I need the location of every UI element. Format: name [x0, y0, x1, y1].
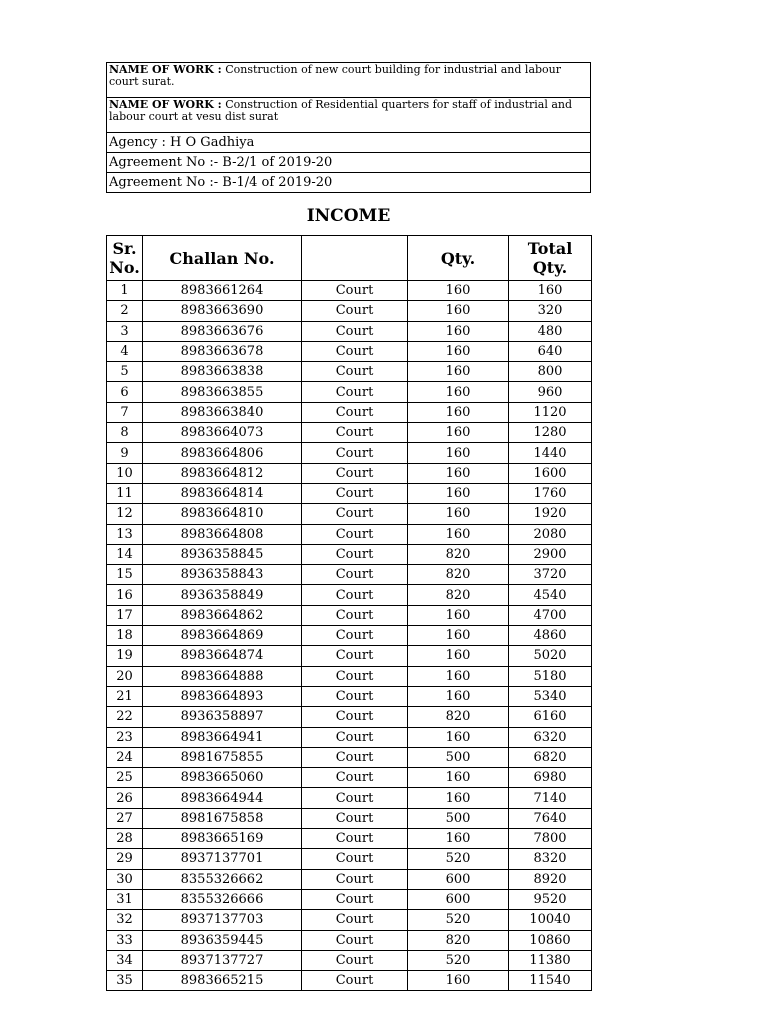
table-row — [107, 950, 592, 970]
sr-no-cell: 34 — [107, 950, 143, 970]
table-row — [107, 707, 592, 727]
total-qty-cell: 800 — [509, 362, 592, 382]
sr-no-cell: 21 — [107, 686, 143, 706]
sr-no-cell: 11 — [107, 483, 143, 503]
table-row — [107, 626, 592, 646]
type-cell: Court — [302, 666, 408, 686]
total-qty-cell: 6820 — [509, 747, 592, 767]
table-row — [107, 849, 592, 869]
table-header-row — [107, 236, 592, 281]
work-2-label: NAME OF WORK : — [109, 98, 222, 111]
table-row — [107, 362, 592, 382]
challan-no-cell: 8983664874 — [143, 646, 302, 666]
agreement-1: Agreement No :- B-2/1 of 2019-20 — [107, 153, 591, 173]
qty-cell: 520 — [408, 849, 509, 869]
total-qty-cell: 4860 — [509, 626, 592, 646]
total-qty-cell: 6320 — [509, 727, 592, 747]
type-cell: Court — [302, 869, 408, 889]
col-header-challan-no: Challan No. — [143, 236, 302, 281]
table-row — [107, 768, 592, 788]
table-row — [107, 869, 592, 889]
qty-cell: 820 — [408, 707, 509, 727]
total-qty-cell: 1280 — [509, 423, 592, 443]
sr-no-cell: 23 — [107, 727, 143, 747]
agreement-2: Agreement No :- B-1/4 of 2019-20 — [107, 173, 591, 193]
type-cell: Court — [302, 585, 408, 605]
qty-cell: 160 — [408, 666, 509, 686]
section-title: INCOME — [306, 206, 391, 226]
challan-no-cell: 8983664814 — [143, 483, 302, 503]
type-cell: Court — [302, 626, 408, 646]
sr-no-cell: 19 — [107, 646, 143, 666]
type-cell: Court — [302, 808, 408, 828]
col-header-qty: Qty. — [408, 236, 509, 281]
qty-cell: 160 — [408, 727, 509, 747]
challan-no-cell: 8983664944 — [143, 788, 302, 808]
challan-no-cell: 8983663678 — [143, 341, 302, 361]
sr-no-cell: 33 — [107, 930, 143, 950]
total-qty-cell: 9520 — [509, 889, 592, 909]
qty-cell: 160 — [408, 829, 509, 849]
qty-cell: 160 — [408, 402, 509, 422]
type-cell: Court — [302, 321, 408, 341]
sr-no-cell: 12 — [107, 504, 143, 524]
col-header-sr-no: Sr. No. — [107, 236, 143, 281]
table-row — [107, 504, 592, 524]
table-row — [107, 971, 592, 991]
challan-no-cell: 8983664869 — [143, 626, 302, 646]
challan-no-cell: 8355326662 — [143, 869, 302, 889]
qty-cell: 520 — [408, 910, 509, 930]
challan-no-cell: 8937137701 — [143, 849, 302, 869]
challan-no-cell: 8355326666 — [143, 889, 302, 909]
sr-no-cell: 28 — [107, 829, 143, 849]
qty-cell: 600 — [408, 869, 509, 889]
type-cell: Court — [302, 910, 408, 930]
sr-no-cell: 8 — [107, 423, 143, 443]
work-2-cell — [107, 98, 591, 133]
sr-no-cell: 25 — [107, 768, 143, 788]
qty-cell: 820 — [408, 544, 509, 564]
type-cell: Court — [302, 301, 408, 321]
total-qty-cell: 1600 — [509, 463, 592, 483]
total-qty-cell: 5020 — [509, 646, 592, 666]
total-qty-cell: 320 — [509, 301, 592, 321]
sr-no-cell: 20 — [107, 666, 143, 686]
table-row — [107, 727, 592, 747]
qty-cell: 160 — [408, 626, 509, 646]
challan-no-cell: 8936359445 — [143, 930, 302, 950]
table-row — [107, 788, 592, 808]
work-1-label: NAME OF WORK : — [109, 63, 222, 76]
challan-no-cell: 8983663690 — [143, 301, 302, 321]
sr-no-cell: 29 — [107, 849, 143, 869]
sr-no-cell: 30 — [107, 869, 143, 889]
total-qty-cell: 1920 — [509, 504, 592, 524]
work-info-table — [106, 62, 591, 193]
qty-cell: 160 — [408, 362, 509, 382]
table-row — [107, 423, 592, 443]
qty-cell: 160 — [408, 321, 509, 341]
table-row — [107, 341, 592, 361]
total-qty-cell: 8320 — [509, 849, 592, 869]
total-qty-cell: 4700 — [509, 605, 592, 625]
total-qty-cell: 480 — [509, 321, 592, 341]
type-cell: Court — [302, 483, 408, 503]
type-cell: Court — [302, 423, 408, 443]
type-cell: Court — [302, 849, 408, 869]
total-qty-cell: 5340 — [509, 686, 592, 706]
type-cell: Court — [302, 707, 408, 727]
type-cell: Court — [302, 443, 408, 463]
type-cell: Court — [302, 829, 408, 849]
challan-no-cell: 8936358843 — [143, 565, 302, 585]
total-qty-cell: 6980 — [509, 768, 592, 788]
qty-cell: 160 — [408, 971, 509, 991]
total-qty-cell: 2080 — [509, 524, 592, 544]
table-row — [107, 829, 592, 849]
challan-no-cell: 8936358849 — [143, 585, 302, 605]
total-qty-cell: 2900 — [509, 544, 592, 564]
type-cell: Court — [302, 930, 408, 950]
challan-no-cell: 8983665169 — [143, 829, 302, 849]
type-cell: Court — [302, 768, 408, 788]
type-cell: Court — [302, 747, 408, 767]
work-1-cell — [107, 63, 591, 98]
total-qty-cell: 3720 — [509, 565, 592, 585]
challan-no-cell: 8983665215 — [143, 971, 302, 991]
sr-no-cell: 13 — [107, 524, 143, 544]
challan-no-cell: 8983664888 — [143, 666, 302, 686]
type-cell: Court — [302, 362, 408, 382]
type-cell: Court — [302, 971, 408, 991]
qty-cell: 160 — [408, 281, 509, 301]
table-row — [107, 910, 592, 930]
challan-no-cell: 8983664806 — [143, 443, 302, 463]
table-row — [107, 930, 592, 950]
table-row — [107, 321, 592, 341]
table-row — [107, 281, 592, 301]
challan-no-cell: 8983664862 — [143, 605, 302, 625]
sr-no-cell: 6 — [107, 382, 143, 402]
type-cell: Court — [302, 463, 408, 483]
type-cell: Court — [302, 605, 408, 625]
challan-no-cell: 8937137703 — [143, 910, 302, 930]
challan-no-cell: 8983663676 — [143, 321, 302, 341]
sr-no-cell: 27 — [107, 808, 143, 828]
sr-no-cell: 32 — [107, 910, 143, 930]
agency: Agency : H O Gadhiya — [107, 133, 591, 153]
challan-no-cell: 8937137727 — [143, 950, 302, 970]
table-body — [107, 281, 592, 991]
table-row — [107, 585, 592, 605]
sr-no-cell: 15 — [107, 565, 143, 585]
sr-no-cell: 24 — [107, 747, 143, 767]
sr-no-cell: 9 — [107, 443, 143, 463]
type-cell: Court — [302, 504, 408, 524]
total-qty-cell: 1440 — [509, 443, 592, 463]
type-cell: Court — [302, 341, 408, 361]
total-qty-cell: 960 — [509, 382, 592, 402]
table-row — [107, 646, 592, 666]
qty-cell: 160 — [408, 686, 509, 706]
sr-no-cell: 31 — [107, 889, 143, 909]
sr-no-cell: 17 — [107, 605, 143, 625]
table-row — [107, 443, 592, 463]
total-qty-cell: 1760 — [509, 483, 592, 503]
challan-no-cell: 8983663855 — [143, 382, 302, 402]
type-cell: Court — [302, 382, 408, 402]
sr-no-cell: 14 — [107, 544, 143, 564]
total-qty-cell: 4540 — [509, 585, 592, 605]
qty-cell: 160 — [408, 483, 509, 503]
challan-no-cell: 8983665060 — [143, 768, 302, 788]
qty-cell: 160 — [408, 301, 509, 321]
sr-no-cell: 7 — [107, 402, 143, 422]
total-qty-cell: 7800 — [509, 829, 592, 849]
table-row — [107, 382, 592, 402]
table-row — [107, 483, 592, 503]
table-row — [107, 808, 592, 828]
table-row — [107, 524, 592, 544]
total-qty-cell: 10860 — [509, 930, 592, 950]
type-cell: Court — [302, 565, 408, 585]
type-cell: Court — [302, 544, 408, 564]
qty-cell: 160 — [408, 504, 509, 524]
type-cell: Court — [302, 727, 408, 747]
col-header-blank — [302, 236, 408, 281]
challan-no-cell: 8983664810 — [143, 504, 302, 524]
qty-cell: 160 — [408, 788, 509, 808]
challan-no-cell: 8983664812 — [143, 463, 302, 483]
table-row — [107, 463, 592, 483]
table-row — [107, 301, 592, 321]
total-qty-cell: 11380 — [509, 950, 592, 970]
total-qty-cell: 1120 — [509, 402, 592, 422]
qty-cell: 160 — [408, 341, 509, 361]
table-row — [107, 605, 592, 625]
type-cell: Court — [302, 686, 408, 706]
total-qty-cell: 8920 — [509, 869, 592, 889]
income-table — [106, 235, 592, 991]
challan-no-cell: 8983663838 — [143, 362, 302, 382]
sr-no-cell: 3 — [107, 321, 143, 341]
sr-no-cell: 18 — [107, 626, 143, 646]
type-cell: Court — [302, 281, 408, 301]
qty-cell: 820 — [408, 930, 509, 950]
qty-cell: 500 — [408, 808, 509, 828]
qty-cell: 160 — [408, 443, 509, 463]
challan-no-cell: 8983664941 — [143, 727, 302, 747]
total-qty-cell: 5180 — [509, 666, 592, 686]
challan-no-cell: 8983661264 — [143, 281, 302, 301]
table-row — [107, 565, 592, 585]
qty-cell: 520 — [408, 950, 509, 970]
type-cell: Court — [302, 889, 408, 909]
qty-cell: 500 — [408, 747, 509, 767]
total-qty-cell: 11540 — [509, 971, 592, 991]
sr-no-cell: 10 — [107, 463, 143, 483]
sr-no-cell: 26 — [107, 788, 143, 808]
challan-no-cell: 8983664073 — [143, 423, 302, 443]
table-row — [107, 402, 592, 422]
table-row — [107, 747, 592, 767]
qty-cell: 160 — [408, 768, 509, 788]
qty-cell: 160 — [408, 382, 509, 402]
sr-no-cell: 2 — [107, 301, 143, 321]
sr-no-cell: 1 — [107, 281, 143, 301]
challan-no-cell: 8936358845 — [143, 544, 302, 564]
sr-no-cell: 22 — [107, 707, 143, 727]
challan-no-cell: 8983664808 — [143, 524, 302, 544]
type-cell: Court — [302, 646, 408, 666]
work-1-text: Construction of new court building for industrial and labour court surat. — [109, 63, 562, 88]
sr-no-cell: 35 — [107, 971, 143, 991]
sr-no-cell: 4 — [107, 341, 143, 361]
total-qty-cell: 6160 — [509, 707, 592, 727]
qty-cell: 820 — [408, 585, 509, 605]
total-qty-cell: 7640 — [509, 808, 592, 828]
qty-cell: 820 — [408, 565, 509, 585]
col-header-total-qty: Total Qty. — [509, 236, 592, 281]
type-cell: Court — [302, 950, 408, 970]
table-row — [107, 544, 592, 564]
sr-no-cell: 16 — [107, 585, 143, 605]
type-cell: Court — [302, 524, 408, 544]
total-qty-cell: 160 — [509, 281, 592, 301]
challan-no-cell: 8981675858 — [143, 808, 302, 828]
table-row — [107, 889, 592, 909]
qty-cell: 160 — [408, 605, 509, 625]
challan-no-cell: 8983663840 — [143, 402, 302, 422]
work-2-text: Construction of Residential quarters for staff of industrial and labour court at vesu dist surat — [109, 98, 573, 123]
table-row — [107, 686, 592, 706]
table-row — [107, 666, 592, 686]
total-qty-cell: 10040 — [509, 910, 592, 930]
challan-no-cell: 8936358897 — [143, 707, 302, 727]
qty-cell: 160 — [408, 463, 509, 483]
type-cell: Court — [302, 402, 408, 422]
qty-cell: 160 — [408, 646, 509, 666]
total-qty-cell: 7140 — [509, 788, 592, 808]
challan-no-cell: 8981675855 — [143, 747, 302, 767]
sr-no-cell: 5 — [107, 362, 143, 382]
total-qty-cell: 640 — [509, 341, 592, 361]
qty-cell: 160 — [408, 524, 509, 544]
challan-no-cell: 8983664893 — [143, 686, 302, 706]
qty-cell: 600 — [408, 889, 509, 909]
type-cell: Court — [302, 788, 408, 808]
qty-cell: 160 — [408, 423, 509, 443]
